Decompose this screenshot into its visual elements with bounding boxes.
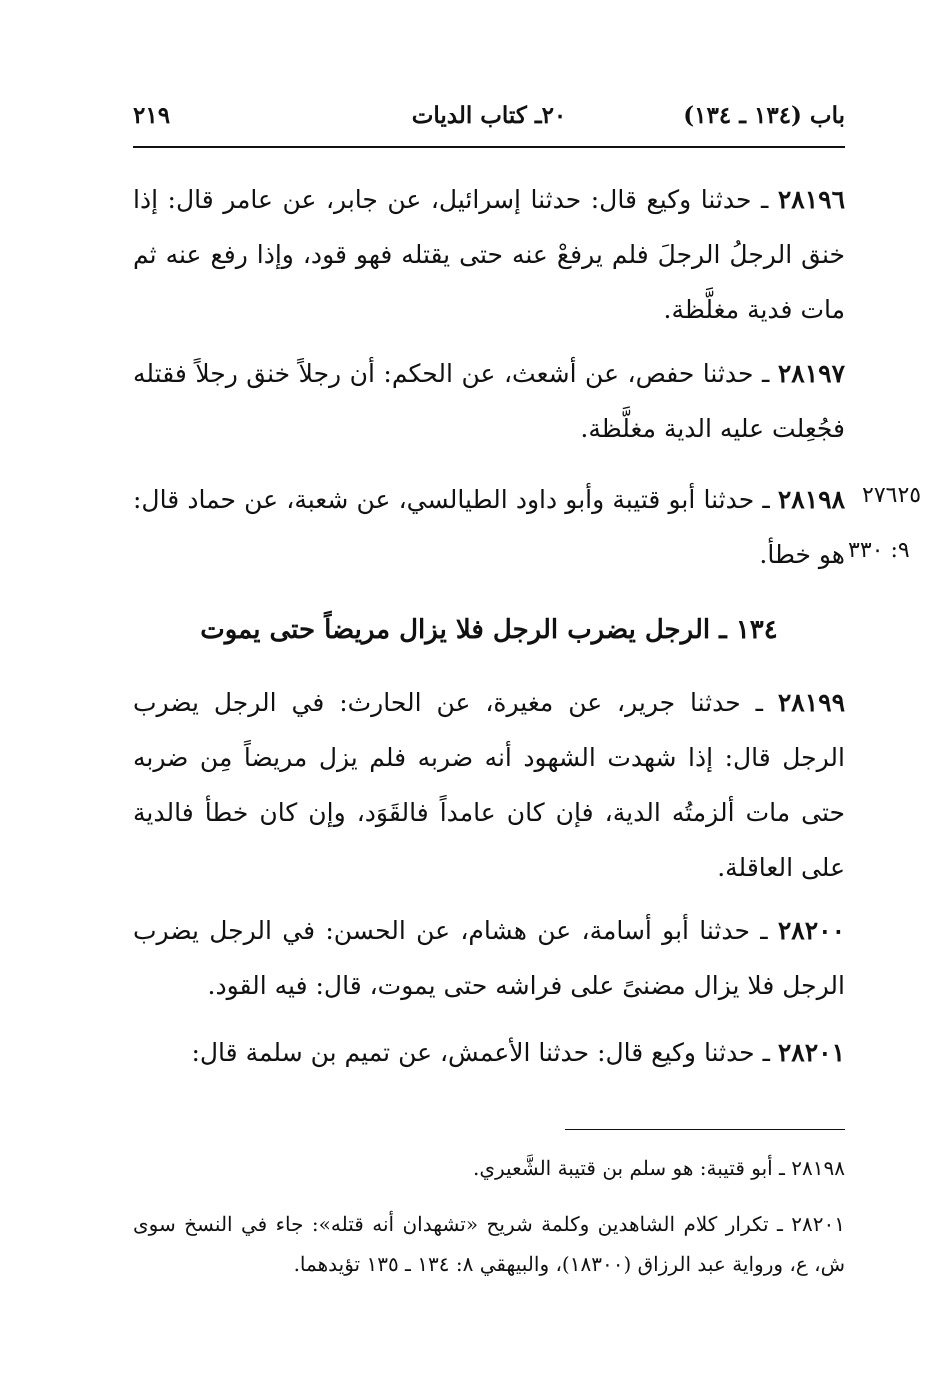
hadith-28198 [133,472,845,582]
page-number: ٢١٩ [133,102,171,129]
header-rule [133,146,845,148]
hadith-28199 [133,675,845,895]
hadith-28197 [133,346,845,456]
margin-reference: ٩: ٣٣٠ [848,538,910,563]
footnote: ٢٨٢٠١ ـ تكرار كلام الشاهدين وكلمة شريح «تشهدان أنه قتله»: جاء في النسخ سوى ش، ع، ورواية عبد الرزاق (١٨٣٠٠)، والبيهقي ٨: ١٣٤ ـ ١٣٥ تؤيدهما. [133,1212,845,1276]
hadith-text: ـ حدثنا وكيع قال: حدثنا الأعمش، عن تميم بن سلمة قال: [191,1038,778,1067]
hadith-28201 [133,1025,845,1080]
book-title: ٢٠ـ كتاب الديات [411,102,567,129]
hadith-text: ـ حدثنا وكيع قال: حدثنا إسرائيل، عن جابر، عن عامر قال: إذا خنق الرجلُ الرجلَ فلم يرفعْ عنه حتى يقتله فهو قود، وإذا رفع عنه ثم مات فدية مغلَّظة. [133,185,845,324]
hadith-text: ـ حدثنا حفص، عن أشعث، عن الحكم: أن رجلاً خنق رجلاً فقتله فجُعِلت عليه الدية مغلَّظة. [133,359,845,443]
hadith-number: ٢٨٢٠٠ [777,916,845,945]
hadith-text: ـ حدثنا جرير، عن مغيرة، عن الحارث: في الرجل يضرب الرجل قال: إذا شهدت الشهود أنه ضربه فلم يزل مريضاً مِن ضربه حتى مات ألزمتُه الدية، فإن كان عامداً فالقَوَد، وإن كان خطأ فالدية على العاقلة. [133,688,845,882]
hadith-number: ٢٨١٩٧ [777,359,845,388]
section-label: باب (١٣٤ ـ ١٣٤) [683,102,845,129]
hadith-28200 [133,903,845,1013]
margin-reference: ٢٧٦٢٥ [862,483,922,508]
chapter-heading: ١٣٤ ـ الرجل يضرب الرجل فلا يزال مريضاً حتى يموت [200,615,778,645]
hadith-text: ـ حدثنا أبو أسامة، عن هشام، عن الحسن: في الرجل يضرب الرجل فلا يزال مضنىً على فراشه حتى يموت، قال: فيه القود. [133,916,845,1000]
hadith-28196 [133,172,845,337]
hadith-number: ٢٨٢٠١ [777,1038,845,1067]
footnote: ٢٨١٩٨ ـ أبو قتيبة: هو سلم بن قتيبة الشَّعيري. [473,1156,845,1180]
running-header [133,96,845,136]
hadith-number: ٢٨١٩٦ [777,185,845,214]
hadith-number: ٢٨١٩٩ [777,688,845,717]
hadith-number: ٢٨١٩٨ [777,485,845,514]
footnote-rule [565,1129,845,1130]
hadith-text: ـ حدثنا أبو قتيبة وأبو داود الطيالسي، عن شعبة، عن حماد قال: هو خطأ. [133,485,845,569]
